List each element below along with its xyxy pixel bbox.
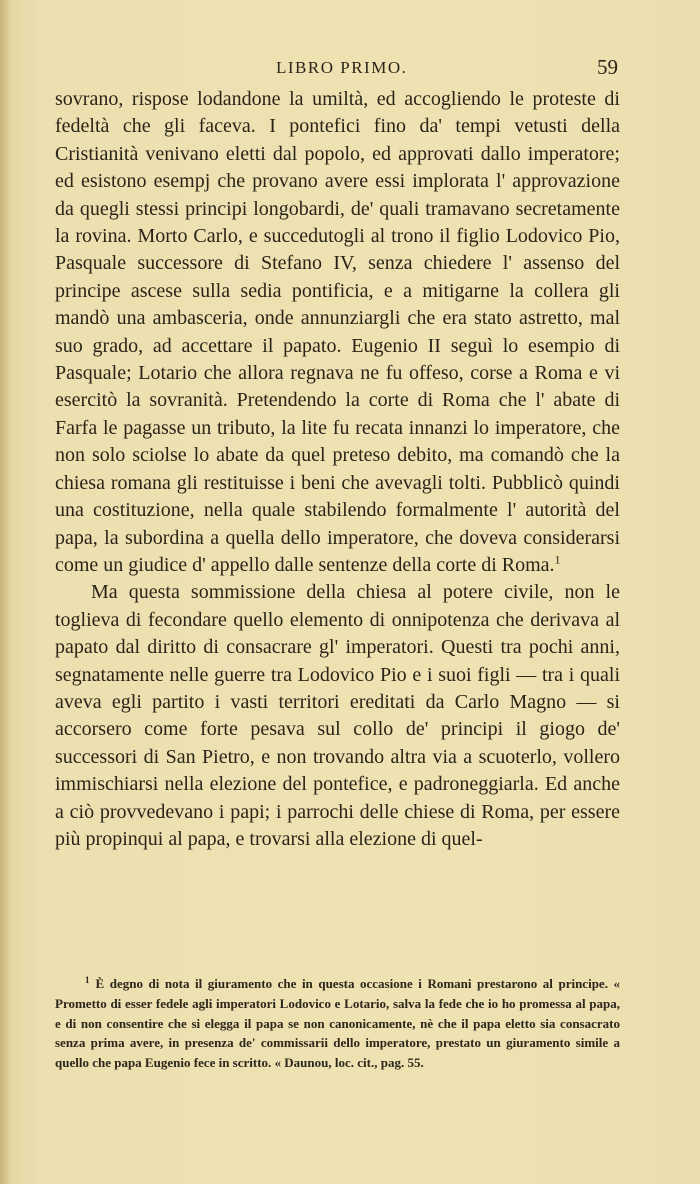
running-head — [0, 55, 700, 88]
running-title: LIBRO PRIMO. — [276, 58, 408, 77]
paragraph-2: Ma questa sommissione della chiesa al potere civile, non le toglieva di fecondare quello elemento di onnipotenza che derivava al papato dal diritto di consacrare gl' imperatori. Questi tra pochi anni, segnatamente nelle guerre tra Lodovico Pio e i suoi figli — tra i quali aveva egli partito i vasti territori ereditati da Carlo Magno — si accorsero come forte pesava sul collo de' principi il giogo de' successori di San Pietro, e non trovando altra via a scuoterlo, vollero immischiarsi nella elezione del pontefice, e padroneggiarla. Ed anche a ciò provvedevano i papi; i parrochi delle chiese di Roma, per essere più propinqui al papa, e trovarsi alla elezione di quel- — [55, 581, 620, 850]
paragraph-1-text: sovrano, rispose lodandone la umiltà, ed accogliendo le proteste di fedeltà che gli faceva. I pontefici fino da' tempi vetusti della Cristianità venivano eletti dal popolo, ed approvati dallo imperatore; ed esistono esempj che provano avere essi implorata l' approvazione da quegli stessi principi longobardi, de' quali tramavano secretamente la rovina. Morto Carlo, e succedutogli al trono il figlio Lodovico Pio, Pasquale successore di Stefano IV, senza chiedere l' assenso del principe ascese sulla sedia pontificia, e a mitigarne la collera gli mandò una ambasceria, onde annunziargli che era stato astretto, mal suo grado, ad accettare il papato. Eugenio II seguì lo esempio di Pasquale; Lotario che allora regnava ne fu offeso, corse a Roma e vi esercitò la sovranità. Pretendendo la corte di Roma che l' abate di Farfa le pagasse un tributo, la lite fu recata innanzi lo imperatore, che non solo sciolse lo abate da quel preteso debito, ma comandò che la chiesa romana gli restituisse i beni che avevagli tolti. Pubblicò quindi una costituzione, nella quale stabilendo formalmente l' autorità del papa, la subordina a quella dello imperatore, che doveva considerarsi come un giudice d' appello dalle sentenze della corte di Roma. — [55, 88, 620, 576]
footnote-text: È degno di nota il giuramento che in questa occasione i Romani prestarono al principe. « Prometto di esser fedele agli imperatori Lodovico e Lotario, salva la fede che io ho promessa al papa, e di non consentire che si elegga il papa se non canonicamente, nè che il papa eletto sia consacrato senza prima avere, in presenza de' commissarii dello imperatore, prestato un giuramento simile a quello che papa Eugenio fece in scritto. « Daunou, loc. cit., pag. 55. — [55, 976, 620, 1071]
footnote — [55, 974, 620, 1073]
footnote-mark: 1 — [85, 974, 90, 985]
page-number: 59 — [597, 55, 618, 79]
binding-shadow — [0, 0, 10, 1184]
footnote-reference: 1 — [554, 552, 561, 567]
body-text — [55, 86, 620, 853]
paragraph-1 — [55, 86, 620, 579]
